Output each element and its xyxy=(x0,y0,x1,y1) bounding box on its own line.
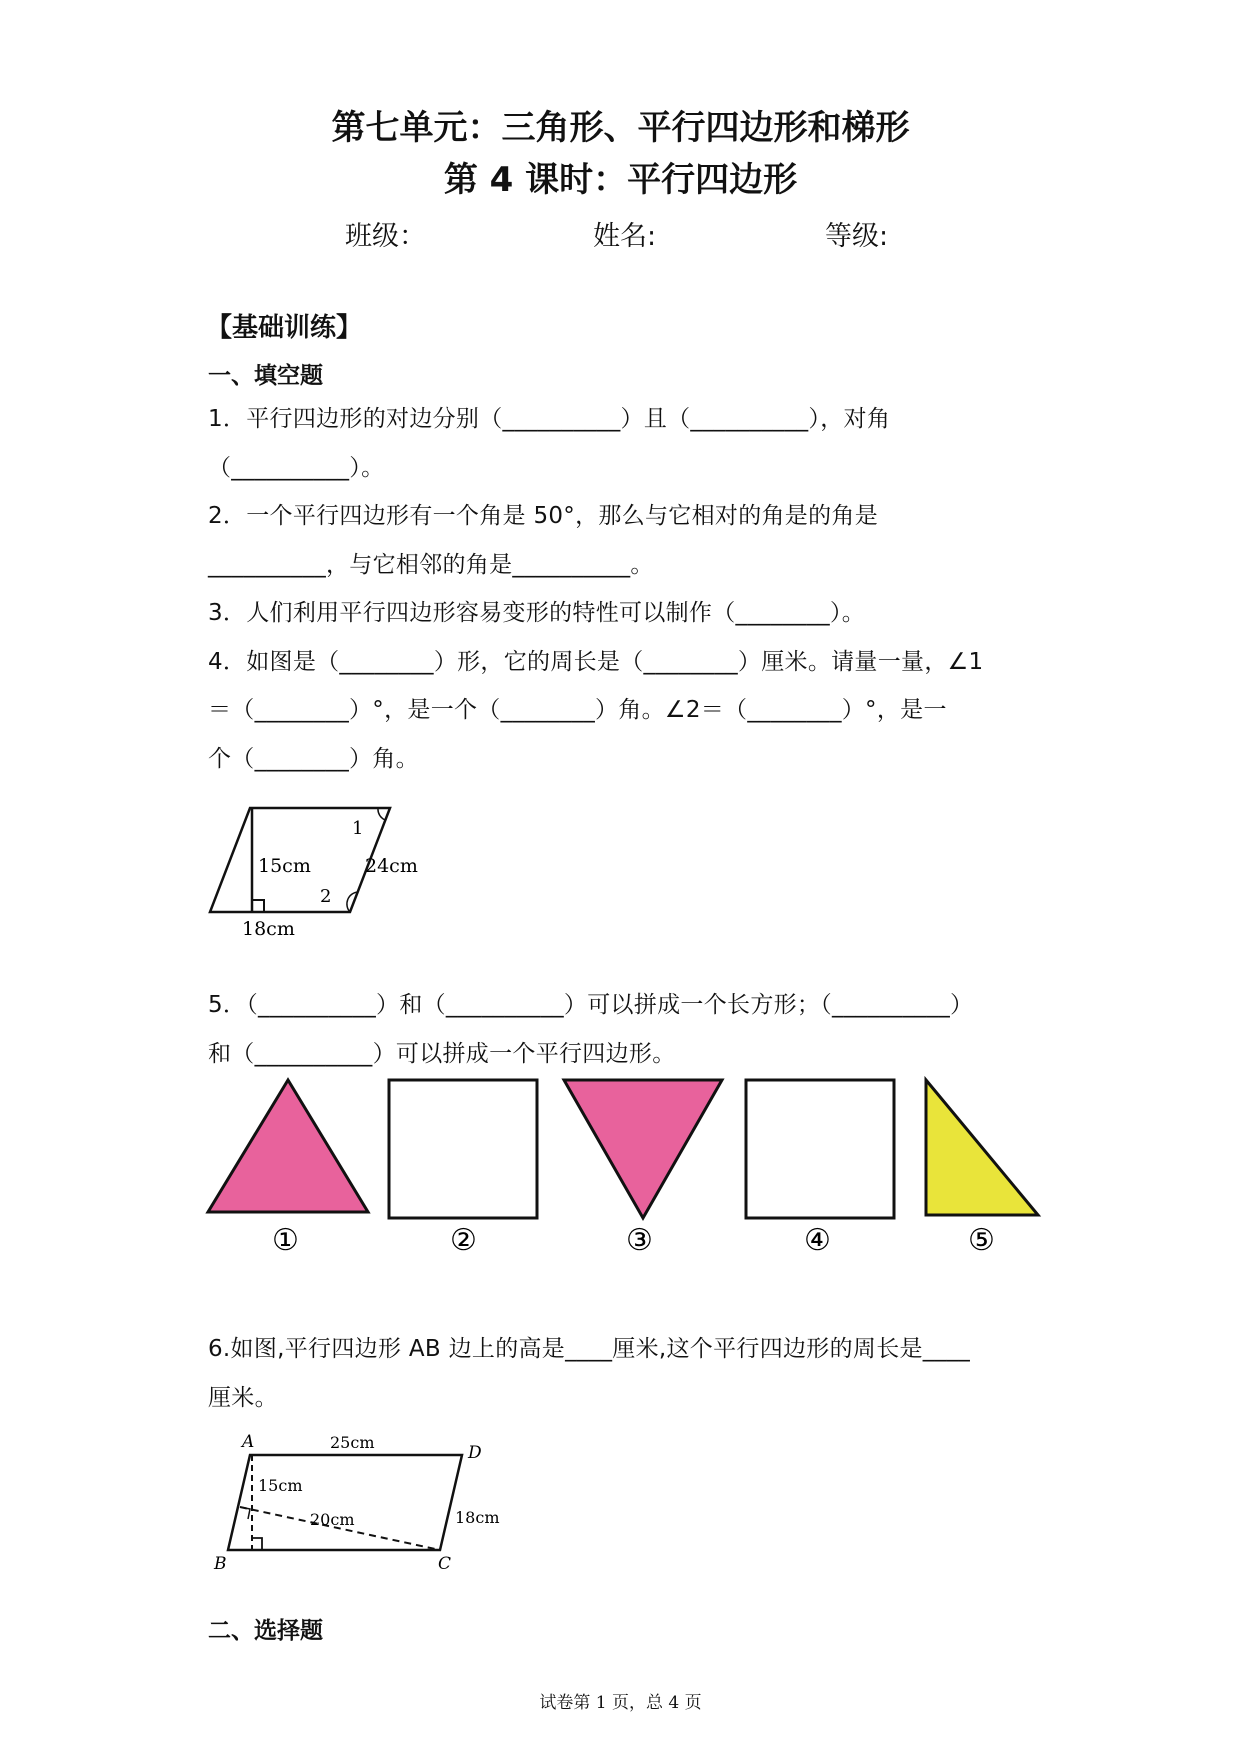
part1-title: 一、填空题 xyxy=(208,363,323,389)
shape-2-square xyxy=(389,1080,537,1218)
vertex-b-label: B xyxy=(214,1554,227,1574)
q5-line2: 和（__________）可以拼成一个平行四边形。 xyxy=(208,1041,676,1067)
shape-1-label: ① xyxy=(272,1223,299,1258)
angle-2-label: 2 xyxy=(320,886,332,907)
shape-5-label: ⑤ xyxy=(968,1223,995,1258)
q3-text: 3．人们利用平行四边形容易变形的特性可以制作（________）。 xyxy=(208,600,866,626)
grade-label: 等级: xyxy=(825,221,889,252)
shape-2-label: ② xyxy=(450,1223,477,1258)
page-footer: 试卷第 1 页，总 4 页 xyxy=(539,1693,702,1713)
shape-4-square xyxy=(746,1080,894,1218)
q6-parallelogram-figure xyxy=(200,1425,510,1575)
section-basic-training: 【基础训练】 xyxy=(206,313,363,343)
q6-line1: 6.如图,平行四边形 AB 边上的高是____厘米,这个平行四边形的周长是____ xyxy=(208,1336,971,1362)
part2-title: 二、选择题 xyxy=(208,1618,323,1644)
height-label: 15cm xyxy=(258,855,311,877)
q1-line1: 1．平行四边形的对边分别（__________）且（__________），对角 xyxy=(208,406,891,432)
vertex-d-label: D xyxy=(468,1443,482,1463)
base-label: 18cm xyxy=(242,918,295,940)
vertex-c-label: C xyxy=(438,1554,452,1574)
class-label: 班级： xyxy=(345,221,426,252)
q2-line1: 2．一个平行四边形有一个角是 50°，那么与它相对的角是的角是 xyxy=(208,503,879,529)
angle-1-label: 1 xyxy=(352,818,364,839)
lesson-title: 第 4 课时：平行四边形 xyxy=(443,160,798,200)
shape-4-label: ④ xyxy=(804,1223,831,1258)
q4-line1: 4．如图是（________）形，它的周长是（________）厘米。请量一量，∠1 xyxy=(208,649,984,675)
shape-1-triangle xyxy=(208,1080,368,1212)
diagonal-20-label: 20cm xyxy=(310,1510,355,1529)
top-length-label: 25cm xyxy=(330,1433,375,1452)
unit-title: 第七单元：三角形、平行四边形和梯形 xyxy=(331,108,910,148)
q6-line2: 厘米。 xyxy=(208,1385,278,1411)
q5-shapes-figure xyxy=(200,1070,1050,1260)
q2-line2: __________，与它相邻的角是__________。 xyxy=(208,552,654,578)
q4-line2: ＝（________）°，是一个（________）角。∠2＝（________）°，是一 xyxy=(208,697,947,723)
side-18-label: 18cm xyxy=(455,1508,500,1527)
name-label: 姓名: xyxy=(593,221,657,252)
shape-3-label: ③ xyxy=(626,1223,653,1258)
q4-line3: 个（________）角。 xyxy=(208,746,419,772)
shape-5-right-triangle xyxy=(926,1080,1038,1215)
q5-line1: 5．（__________）和（__________）可以拼成一个长方形；（__________） xyxy=(208,992,974,1018)
height-15-label: 15cm xyxy=(258,1476,303,1495)
shape-3-inverted-triangle xyxy=(564,1080,722,1218)
q1-line2: （__________）。 xyxy=(208,455,385,481)
vertex-a-label: A xyxy=(242,1432,255,1452)
side-label: 24cm xyxy=(365,855,418,877)
q4-parallelogram-figure xyxy=(200,800,440,950)
